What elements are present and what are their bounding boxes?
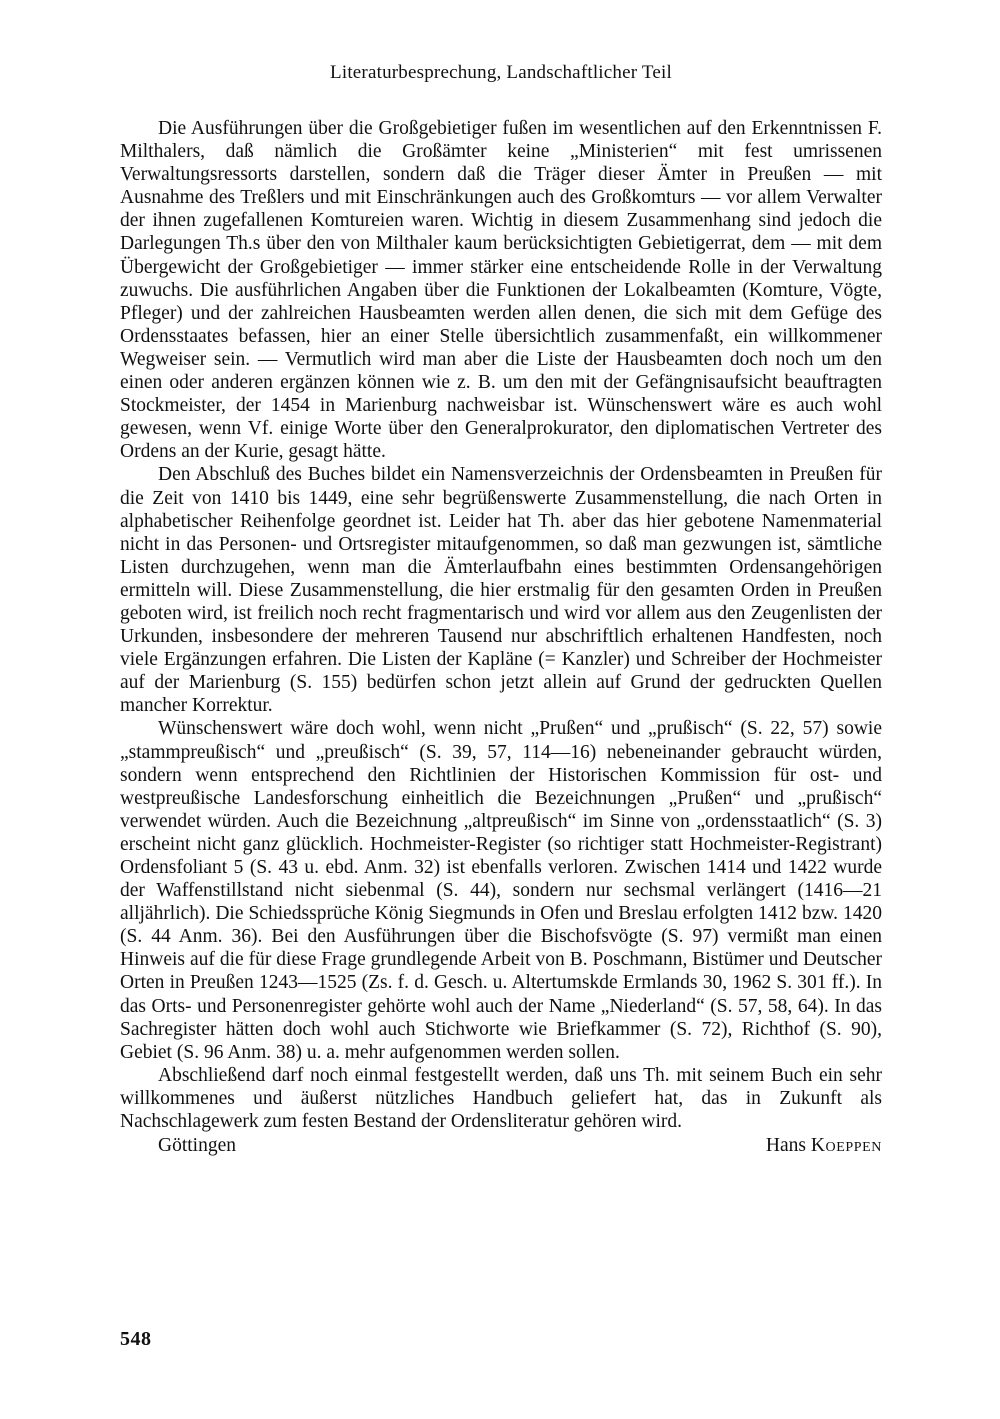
paragraph-conclusion: Abschließend darf noch einmal festgestellt werden, daß uns Th. mit seinem Buch ein sehr willkommenes und äußerst nützliches Handbuch geliefert hat, das in Zukunft als Nachschlagewerk zum festen Bestand der Ordensliteratur gehören wird. — [120, 1064, 882, 1133]
signature-place: Göttingen — [158, 1135, 236, 1157]
running-head: Literaturbesprechung, Landschaftlicher Teil — [330, 62, 672, 83]
page-number: 548 — [120, 1328, 152, 1350]
author-first-name: Hans — [765, 1135, 806, 1157]
paragraph-corrections: Wünschenswert wäre doch wohl, wenn nicht „Prußen“ und „prußisch“ (S. 22, 57) sowie „stammpreußisch“ und „preußisch“ (S. 39, 57, 114—16) nebeneinander gebraucht würden, sondern wenn entsprechend den Richtlinien der Historischen Kommission für ost- und westpreußische Landesforschung einheitlich die Bezeichnungen „Prußen“ und „prußisch“ verwendet würden. Auch die Bezeichnung „altpreußisch“ im Sinne von „ordensstaatlich“ (S. 3) erscheint nicht ganz glücklich. Hochmeister-Register (so richtiger statt Hochmeister-Registrant) Ordensfoliant 5 (S. 43 u. ebd. Anm. 32) ist ebenfalls verloren. Zwischen 1414 und 1422 wurde der Waffenstillstand nicht siebenmal (S. 44), sondern nur sechsmal verlängert (1416—21 alljährlich). Die Schiedssprüche König Siegmunds in Ofen und Breslau erfolgten 1412 bzw. 1420 (S. 44 Anm. 36). Bei den Ausführungen über die Bischofsvögte (S. 97) vermißt man einen Hinweis auf die für diese Frage grundlegende Arbeit von B. Poschmann, Bistümer und Deutscher Orten in Preußen 1243—1525 (Zs. f. d. Gesch. u. Altertumskde Ermlands 30, 1962 S. 301 ff.). In das Orts- und Personenregister gehörte wohl auch der Name „Niederland“ (S. 57, 58, 64). In das Sachregister hätten doch wohl auch Stichworte wie Briefkammer (S. 72), Richthof (S. 90), Gebiet (S. 96 Anm. 38) u. a. mehr aufgenommen werden sollen. — [120, 718, 882, 1063]
review-page — [120, 62, 882, 1161]
signature-author — [766, 1135, 882, 1157]
paragraph-administration: Die Ausführungen über die Großgebietiger fußen im wesentlichen auf den Erkenntnissen F. Milthalers, daß nämlich die Großämter keine „Ministerien“ mit fest umrissenen Verwaltungsressorts darstellen, sondern daß die Träger dieser Ämter in Preußen — mit Ausnahme des Treßlers und mit Einschränkungen auch des Großkomturs — vor allem Verwalter der ihnen zugefallenen Komtureien waren. Wichtig in diesem Zusammenhang sind jedoch die Darlegungen Th.s über den von Milthaler kaum berücksichtigten Gebietigerrat, dem — mit dem Übergewicht der Großgebietiger — immer stärker eine entscheidende Rolle in der Verwaltung zuwuchs. Die ausführlichen Angaben über die Funktionen der Lokalbeamten (Komture, Vögte, Pfleger) und der zahlreichen Hausbeamten werden allen denen, die sich mit dem Gefüge des Ordensstaates befassen, hier an einer Stelle übersichtlich zusammenfaßt, ein willkommener Wegweiser sein. — Vermutlich wird man aber die Liste der Hausbeamten doch noch um den einen oder anderen ergänzen können wie z. B. um den mit der Gefängnisaufsicht beauftragten Stockmeister, der 1454 in Marienburg nachweisbar ist. Wünschenswert wäre es auch wohl gewesen, wenn Vf. einige Worte über den Generalprokurator, den diplomatischen Vertreter des Ordens an der Kurie, gesagt hätte. — [120, 118, 882, 463]
author-last-name: Koeppen — [810, 1135, 882, 1157]
paragraph-name-index: Den Abschluß des Buches bildet ein Namensverzeichnis der Ordensbeamten in Preußen für die Zeit von 1410 bis 1449, eine sehr begrüßenswerte Zusammenstellung, die nach Orten in alphabetischer Reihenfolge geordnet ist. Leider hat Th. aber das hier gebotene Namenmaterial nicht in das Personen- und Ortsregister mitaufgenommen, so daß man gezwungen ist, sämtliche Listen durchzugehen, wenn man die Ämterlaufbahn eines bestimmten Ordensangehörigen ermitteln will. Diese Zusammenstellung, die hier erstmalig für den gesamten Orden in Preußen geboten wird, ist freilich noch recht fragmentarisch und wird vor allem aus den Zeugenlisten der Urkunden, insbesondere der mehreren Tausend nur abschriftlich erhaltenen Handfesten, noch viele Ergänzungen erfahren. Die Listen der Kapläne (= Kanzler) und Schreiber der Hochmeister auf der Marienburg (S. 155) bedürfen schon jetzt allein auf Grund der gedruckten Quellen mancher Korrektur. — [120, 464, 882, 717]
signature-line — [120, 1135, 882, 1161]
